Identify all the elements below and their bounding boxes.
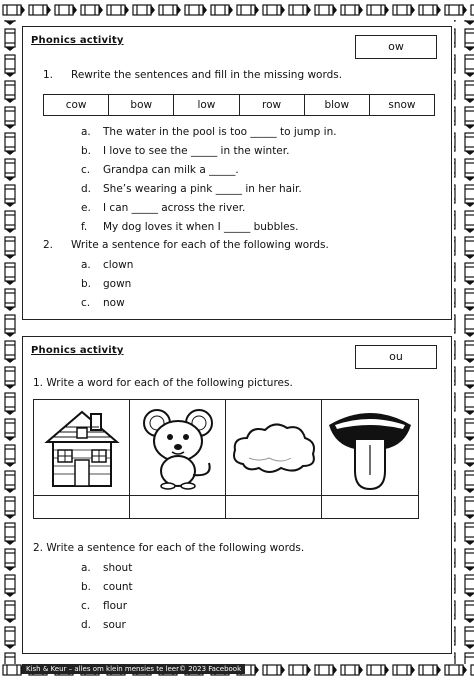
sentence: I love to see the _____ in the winter. — [103, 145, 290, 157]
item-letter: a. — [81, 126, 91, 138]
panel-title: Phonics activity — [31, 35, 124, 46]
item-letter: b. — [81, 581, 92, 593]
word: sour — [103, 619, 126, 631]
item-letter: c. — [81, 297, 91, 309]
word-bank — [43, 94, 435, 116]
item-letter: a. — [81, 562, 91, 574]
item-letter: d. — [81, 183, 92, 195]
sentence: I can _____ across the river. — [103, 202, 246, 214]
sentence: My dog loves it when I _____ bubbles. — [103, 221, 299, 233]
footer-credit: Kish & Keur – alles om klein mensies te leer© 2023 Facebook — [22, 664, 245, 674]
mouse-icon — [135, 405, 221, 491]
house-icon — [39, 406, 125, 490]
word-bank-item: cow — [44, 95, 109, 115]
word-bank-item: snow — [388, 99, 416, 111]
activity-panel-ow — [22, 26, 452, 320]
question-text: Rewrite the sentences and fill in the missing words. — [71, 69, 343, 81]
item-letter: c. — [81, 164, 91, 176]
sentence: She’s wearing a pink _____ in her hair. — [103, 183, 302, 195]
question-number: 1. — [43, 69, 54, 81]
sentence: Grandpa can milk a _____. — [103, 164, 239, 176]
picture-grid — [33, 399, 419, 519]
mouth-picture — [322, 400, 418, 496]
item-letter: b. — [81, 278, 92, 290]
cloud-picture — [226, 400, 322, 496]
mouth-icon — [325, 405, 415, 491]
word-bank-item: bow — [109, 95, 174, 115]
sound-box: ou — [355, 345, 437, 369]
answer-box[interactable] — [226, 496, 322, 518]
item-letter: f. — [81, 221, 88, 233]
item-letter: a. — [81, 259, 91, 271]
question-text: Write a sentence for each of the following words. — [71, 239, 329, 251]
answer-box[interactable] — [130, 496, 226, 518]
word: clown — [103, 259, 134, 271]
question-text: 2. Write a sentence for each of the following words. — [33, 542, 305, 554]
sound-box: ow — [355, 35, 437, 59]
word-bank-item: blow — [305, 95, 370, 115]
cloud-icon — [229, 418, 319, 478]
word: count — [103, 581, 133, 593]
item-letter: b. — [81, 145, 92, 157]
word-bank-item: row — [240, 95, 305, 115]
mouse-picture — [130, 400, 226, 496]
question-text: 1. Write a word for each of the following pictures. — [33, 377, 293, 389]
question-number: 2. — [43, 239, 54, 251]
word: gown — [103, 278, 132, 290]
house-picture — [34, 400, 130, 496]
answer-box[interactable] — [322, 496, 418, 518]
word: shout — [103, 562, 133, 574]
word: now — [103, 297, 125, 309]
item-letter: c. — [81, 600, 91, 612]
sentence: The water in the pool is too _____ to jump in. — [103, 126, 337, 138]
activity-panel-ou — [22, 336, 452, 654]
panel-title: Phonics activity — [31, 345, 124, 356]
word-bank-item: low — [174, 95, 239, 115]
answer-box[interactable] — [34, 496, 130, 518]
word: flour — [103, 600, 128, 612]
item-letter: e. — [81, 202, 91, 214]
item-letter: d. — [81, 619, 92, 631]
